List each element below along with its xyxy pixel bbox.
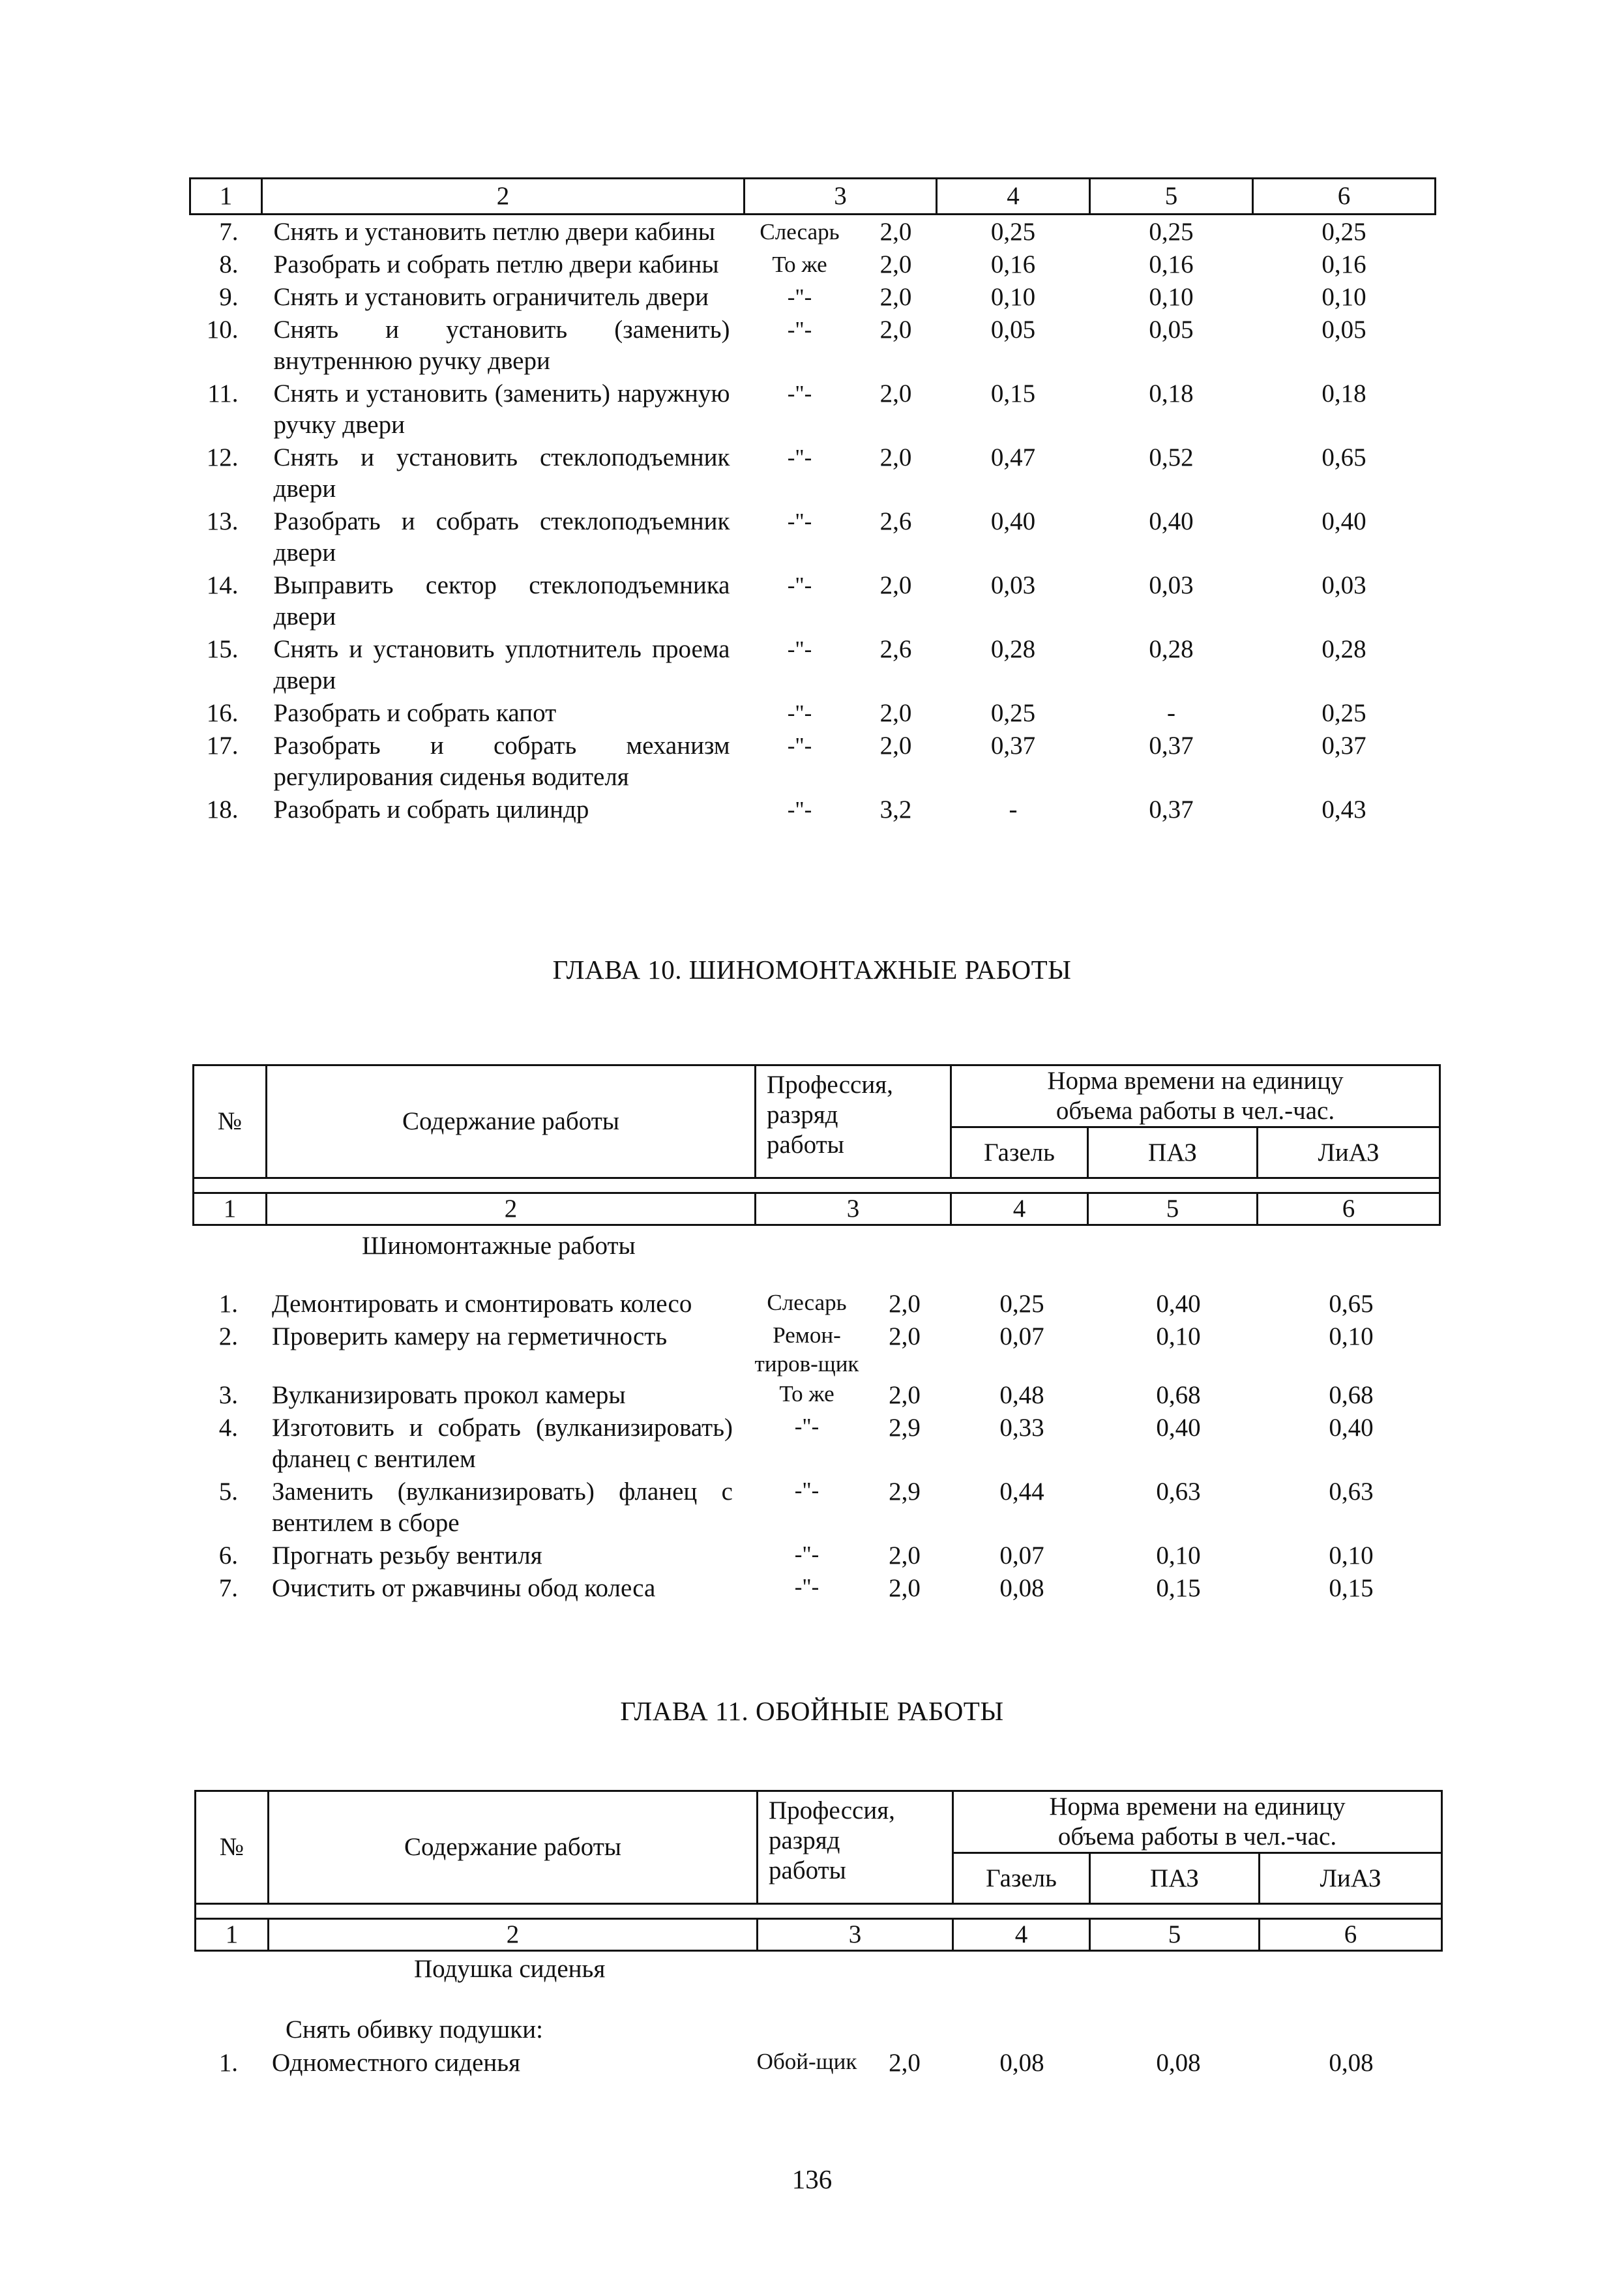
norm-paz: 0,10 [1156, 1322, 1201, 1350]
table-row [192, 1320, 1444, 1378]
header-profession-line: работы [769, 1856, 846, 1884]
work-description: Снять и установить ограничитель двери [273, 283, 709, 311]
norm-paz: 0,15 [1156, 1574, 1201, 1602]
norm-gazel: 0,10 [990, 283, 1036, 311]
work-description: Снять и установить (заменить) наружную ручку двери [273, 380, 730, 439]
table-row [190, 793, 1436, 826]
row-number: 2. [218, 1322, 238, 1350]
work-description: Снять и установить (заменить) внутреннюю ручку двери [273, 316, 730, 375]
grade: 2,0 [879, 283, 912, 311]
profession: -"- [787, 445, 812, 470]
column-number: 4 [953, 1919, 1090, 1951]
header-norm-line: объема работы в чел.-час. [1057, 1823, 1337, 1851]
norm-gazel: 0,08 [999, 2049, 1044, 2077]
norm-paz: 0,63 [1156, 1478, 1201, 1506]
work-description: Очистить от ржавчины обод колеса [272, 1574, 656, 1602]
work-description: Снять и установить стеклоподъемник двери [273, 443, 730, 503]
header-profession-line: разряд [769, 1826, 840, 1854]
column-number-row [196, 1919, 1442, 1951]
chapter-10-title: ГЛАВА 10. ШИНОМОНТАЖНЫЕ РАБОТЫ [552, 955, 1072, 985]
norm-paz: 0,28 [1149, 635, 1194, 663]
profession: -"- [787, 797, 812, 822]
column-number: 6 [1253, 179, 1436, 215]
row-number: 16. [206, 699, 239, 727]
chapter-11-table [192, 2046, 1444, 2079]
norm-gazel: 0,25 [990, 699, 1036, 727]
table-row [190, 313, 1436, 377]
table-row [192, 1539, 1444, 1571]
work-description: Разобрать и собрать петлю двери кабины [273, 250, 719, 278]
header-row-top [196, 1791, 1442, 1853]
table-row [192, 1378, 1444, 1411]
work-description: Разобрать и собрать стеклоподъемник двери [273, 507, 730, 567]
row-number: 17. [206, 732, 239, 760]
column-number: 4 [937, 179, 1090, 215]
norm-liaz: 0,63 [1329, 1478, 1374, 1506]
column-number: 3 [756, 1193, 951, 1225]
norm-gazel: 0,28 [990, 635, 1036, 663]
column-number: 3 [745, 179, 937, 215]
row-number: 4. [218, 1414, 238, 1442]
norm-gazel: 0,37 [990, 732, 1036, 760]
norm-liaz: 0,15 [1329, 1574, 1374, 1602]
profession: -"- [787, 636, 812, 662]
profession: -"- [794, 1574, 819, 1600]
grade: 2,6 [879, 635, 912, 663]
column-number: 2 [269, 1919, 758, 1951]
norm-paz: 0,52 [1149, 443, 1194, 471]
header-gap-cell [194, 1178, 1440, 1193]
column-number: 5 [1090, 179, 1253, 215]
column-number: 4 [951, 1193, 1088, 1225]
norm-paz: 0,08 [1156, 2049, 1201, 2077]
header-paz: ПАЗ [1088, 1127, 1258, 1178]
norm-paz: 0,03 [1149, 571, 1194, 599]
column-number: 1 [190, 179, 262, 215]
profession: -"- [787, 509, 812, 534]
header-content: Содержание работы [267, 1065, 756, 1178]
header-gap [194, 1178, 1440, 1193]
norm-gazel: 0,08 [999, 1574, 1044, 1602]
work-description: Демонтировать и смонтировать колесо [272, 1290, 692, 1318]
profession: То же [772, 252, 827, 277]
norm-gazel: 0,40 [990, 507, 1036, 535]
chapter-10-body-block [192, 1287, 1444, 1604]
profession: Слесарь [760, 219, 840, 245]
column-number: 5 [1088, 1193, 1258, 1225]
norm-liaz: 0,05 [1321, 316, 1366, 344]
table-row [192, 1475, 1444, 1539]
header-row-top [194, 1065, 1440, 1127]
grade: 2,9 [889, 1478, 921, 1506]
work-description: Вулканизировать прокол камеры [272, 1381, 626, 1409]
header-profession-line: разряд [767, 1101, 838, 1129]
table-row [192, 2046, 1444, 2079]
header-gap-cell [196, 1904, 1442, 1919]
work-description: Проверить камеру на герметичность [272, 1322, 668, 1350]
norm-gazel: 0,03 [990, 571, 1036, 599]
chapter-10-section-title: Шиномонтажные работы [362, 1232, 636, 1260]
column-number-row [190, 179, 1436, 215]
grade: 2,0 [889, 1381, 921, 1409]
header-content: Содержание работы [269, 1791, 758, 1904]
column-number: 2 [262, 179, 745, 215]
column-number: 1 [194, 1193, 267, 1225]
norm-liaz: 0,65 [1329, 1290, 1374, 1318]
grade: 2,0 [889, 2049, 921, 2077]
norm-liaz: 0,10 [1329, 1541, 1374, 1570]
column-number-row [194, 1193, 1440, 1225]
table-row [190, 377, 1436, 441]
column-number: 6 [1260, 1919, 1442, 1951]
norm-gazel: 0,47 [990, 443, 1036, 471]
page-number: 136 [791, 2164, 833, 2194]
header-profession-line: Профессия, [767, 1071, 893, 1099]
norm-paz: 0,25 [1149, 218, 1194, 246]
chapter-10-header-table [192, 1064, 1441, 1226]
norm-liaz: 0,25 [1321, 699, 1366, 727]
profession: Обой-щик [756, 2049, 857, 2074]
profession: -"- [794, 1541, 819, 1567]
grade: 2,0 [879, 443, 912, 471]
row-number: 18. [206, 796, 239, 824]
row-number: 14. [206, 571, 239, 599]
norm-liaz: 0,68 [1329, 1381, 1374, 1409]
column-number: 6 [1258, 1193, 1440, 1225]
row-number: 3. [218, 1381, 238, 1409]
table-row [190, 696, 1436, 729]
row-number: 1. [218, 2049, 238, 2077]
grade: 2,0 [879, 732, 912, 760]
grade: 2,0 [879, 571, 912, 599]
table-row [190, 633, 1436, 696]
norm-paz: 0,16 [1149, 250, 1194, 278]
row-number: 5. [218, 1478, 238, 1506]
chapter-10-table [192, 1287, 1444, 1604]
chapter-11-header-block [194, 1790, 1443, 1952]
row-number: 1. [218, 1290, 238, 1318]
table-row [190, 280, 1436, 313]
grade: 2,0 [889, 1322, 921, 1350]
header-profession-line: работы [767, 1131, 844, 1159]
norm-paz: 0,40 [1156, 1414, 1201, 1442]
norm-gazel: 0,07 [999, 1541, 1044, 1570]
work-description: Снять и установить уплотнитель проема двери [273, 635, 730, 694]
grade: 2,6 [879, 507, 912, 535]
work-description: Выправить сектор стеклоподъемника двери [273, 571, 730, 631]
profession: Слесарь [767, 1290, 847, 1315]
header-no: № [194, 1065, 267, 1178]
grade: 2,0 [879, 699, 912, 727]
header-liaz: ЛиАЗ [1260, 1853, 1442, 1904]
chapter-11-title: ГЛАВА 11. ОБОЙНЫЕ РАБОТЫ [620, 1696, 1004, 1726]
profession: Ремон-тиров-щик [754, 1322, 859, 1377]
header-norm [953, 1791, 1442, 1853]
work-description: Прогнать резьбу вентиля [272, 1541, 542, 1570]
norm-paz: 0,37 [1149, 732, 1194, 760]
chapter-11-section-title: Подушка сиденья [414, 1955, 606, 1983]
row-number: 11. [207, 380, 239, 408]
work-description: Разобрать и собрать цилиндр [273, 796, 589, 824]
column-number: 2 [267, 1193, 756, 1225]
grade: 3,2 [879, 796, 912, 824]
profession: -"- [794, 1414, 819, 1439]
grade: 2,0 [879, 316, 912, 344]
norm-gazel: 0,05 [990, 316, 1036, 344]
norm-paz: - [1167, 699, 1175, 727]
header-gazel: Газель [953, 1853, 1090, 1904]
norm-gazel: 0,25 [990, 218, 1036, 246]
norm-liaz: 0,40 [1329, 1414, 1374, 1442]
profession: -"- [787, 317, 812, 342]
header-profession [758, 1791, 953, 1904]
norm-gazel: - [1009, 796, 1018, 824]
norm-liaz: 0,37 [1321, 732, 1366, 760]
work-description: Снять и установить петлю двери кабины [273, 218, 715, 246]
profession: -"- [787, 284, 812, 310]
profession: -"- [787, 573, 812, 598]
column-number: 1 [196, 1919, 269, 1951]
header-gap [196, 1904, 1442, 1919]
norm-gazel: 0,48 [999, 1381, 1044, 1409]
norm-gazel: 0,33 [999, 1414, 1044, 1442]
header-norm [951, 1065, 1440, 1127]
header-norm-line: объема работы в чел.-час. [1056, 1097, 1335, 1125]
norm-liaz: 0,28 [1321, 635, 1366, 663]
header-profession [756, 1065, 951, 1178]
grade: 2,0 [879, 218, 912, 246]
table-row [190, 569, 1436, 633]
norm-paz: 0,18 [1149, 380, 1194, 408]
table-row [190, 729, 1436, 793]
norm-liaz: 0,40 [1321, 507, 1366, 535]
table-row [190, 215, 1436, 248]
norm-gazel: 0,15 [990, 380, 1036, 408]
row-number: 13. [206, 507, 239, 535]
norm-paz: 0,68 [1156, 1381, 1201, 1409]
norm-liaz: 0,03 [1321, 571, 1366, 599]
norm-gazel: 0,16 [990, 250, 1036, 278]
row-number: 8. [219, 250, 239, 278]
profession: То же [779, 1381, 834, 1406]
grade: 2,0 [889, 1290, 921, 1318]
norm-paz: 0,10 [1156, 1541, 1201, 1570]
norm-liaz: 0,18 [1321, 380, 1366, 408]
row-number: 10. [206, 316, 239, 344]
norm-paz: 0,40 [1149, 507, 1194, 535]
row-number: 6. [218, 1541, 238, 1570]
chapter-10-header-block [192, 1064, 1441, 1226]
header-norm-line: Норма времени на единицу [1049, 1793, 1346, 1821]
table-row [190, 505, 1436, 569]
norm-liaz: 0,10 [1329, 1322, 1374, 1350]
row-number: 7. [218, 1574, 238, 1602]
norm-liaz: 0,25 [1321, 218, 1366, 246]
header-paz: ПАЗ [1090, 1853, 1260, 1904]
header-profession-line: Профессия, [769, 1796, 895, 1824]
table-row [190, 441, 1436, 505]
row-number: 12. [206, 443, 239, 471]
row-number: 9. [219, 283, 239, 311]
norm-liaz: 0,10 [1321, 283, 1366, 311]
profession: -"- [787, 381, 812, 406]
profession: -"- [794, 1478, 819, 1503]
norm-liaz: 0,08 [1329, 2049, 1374, 2077]
norm-liaz: 0,65 [1321, 443, 1366, 471]
norm-gazel: 0,44 [999, 1478, 1044, 1506]
grade: 2,9 [889, 1414, 921, 1442]
grade: 2,0 [889, 1541, 921, 1570]
norm-paz: 0,37 [1149, 796, 1194, 824]
work-description: Одноместного сиденья [272, 2049, 521, 2077]
norm-gazel: 0,07 [999, 1322, 1044, 1350]
row-number: 15. [206, 635, 239, 663]
chapter-11-subheading: Снять обивку подушки: [286, 2016, 543, 2044]
grade: 2,0 [889, 1574, 921, 1602]
work-description: Изготовить и собрать (вулканизировать) фланец с вентилем [272, 1414, 733, 1473]
work-description: Заменить (вулканизировать) фланец с вентилем в сборе [272, 1478, 733, 1537]
norm-gazel: 0,25 [999, 1290, 1044, 1318]
grade: 2,0 [879, 380, 912, 408]
norm-liaz: 0,43 [1321, 796, 1366, 824]
profession: -"- [787, 733, 812, 758]
header-no: № [196, 1791, 269, 1904]
column-number: 3 [758, 1919, 953, 1951]
header-liaz: ЛиАЗ [1258, 1127, 1440, 1178]
column-number: 5 [1090, 1919, 1260, 1951]
continuation-table [189, 177, 1436, 826]
row-number: 7. [219, 218, 239, 246]
header-gazel: Газель [951, 1127, 1088, 1178]
chapter-11-body-block [192, 2046, 1444, 2079]
chapter-11-header-table [194, 1790, 1443, 1952]
table-row [192, 1571, 1444, 1604]
profession: -"- [787, 700, 812, 726]
norm-paz: 0,05 [1149, 316, 1194, 344]
norm-paz: 0,40 [1156, 1290, 1201, 1318]
norm-liaz: 0,16 [1321, 250, 1366, 278]
continuation-table-block [189, 177, 1436, 826]
table-row [190, 248, 1436, 280]
table-row [192, 1287, 1444, 1320]
norm-paz: 0,10 [1149, 283, 1194, 311]
work-description: Разобрать и собрать капот [273, 699, 557, 727]
header-norm-line: Норма времени на единицу [1047, 1067, 1344, 1095]
work-description: Разобрать и собрать механизм регулирования сиденья водителя [273, 732, 730, 791]
grade: 2,0 [879, 250, 912, 278]
table-row [192, 1411, 1444, 1475]
